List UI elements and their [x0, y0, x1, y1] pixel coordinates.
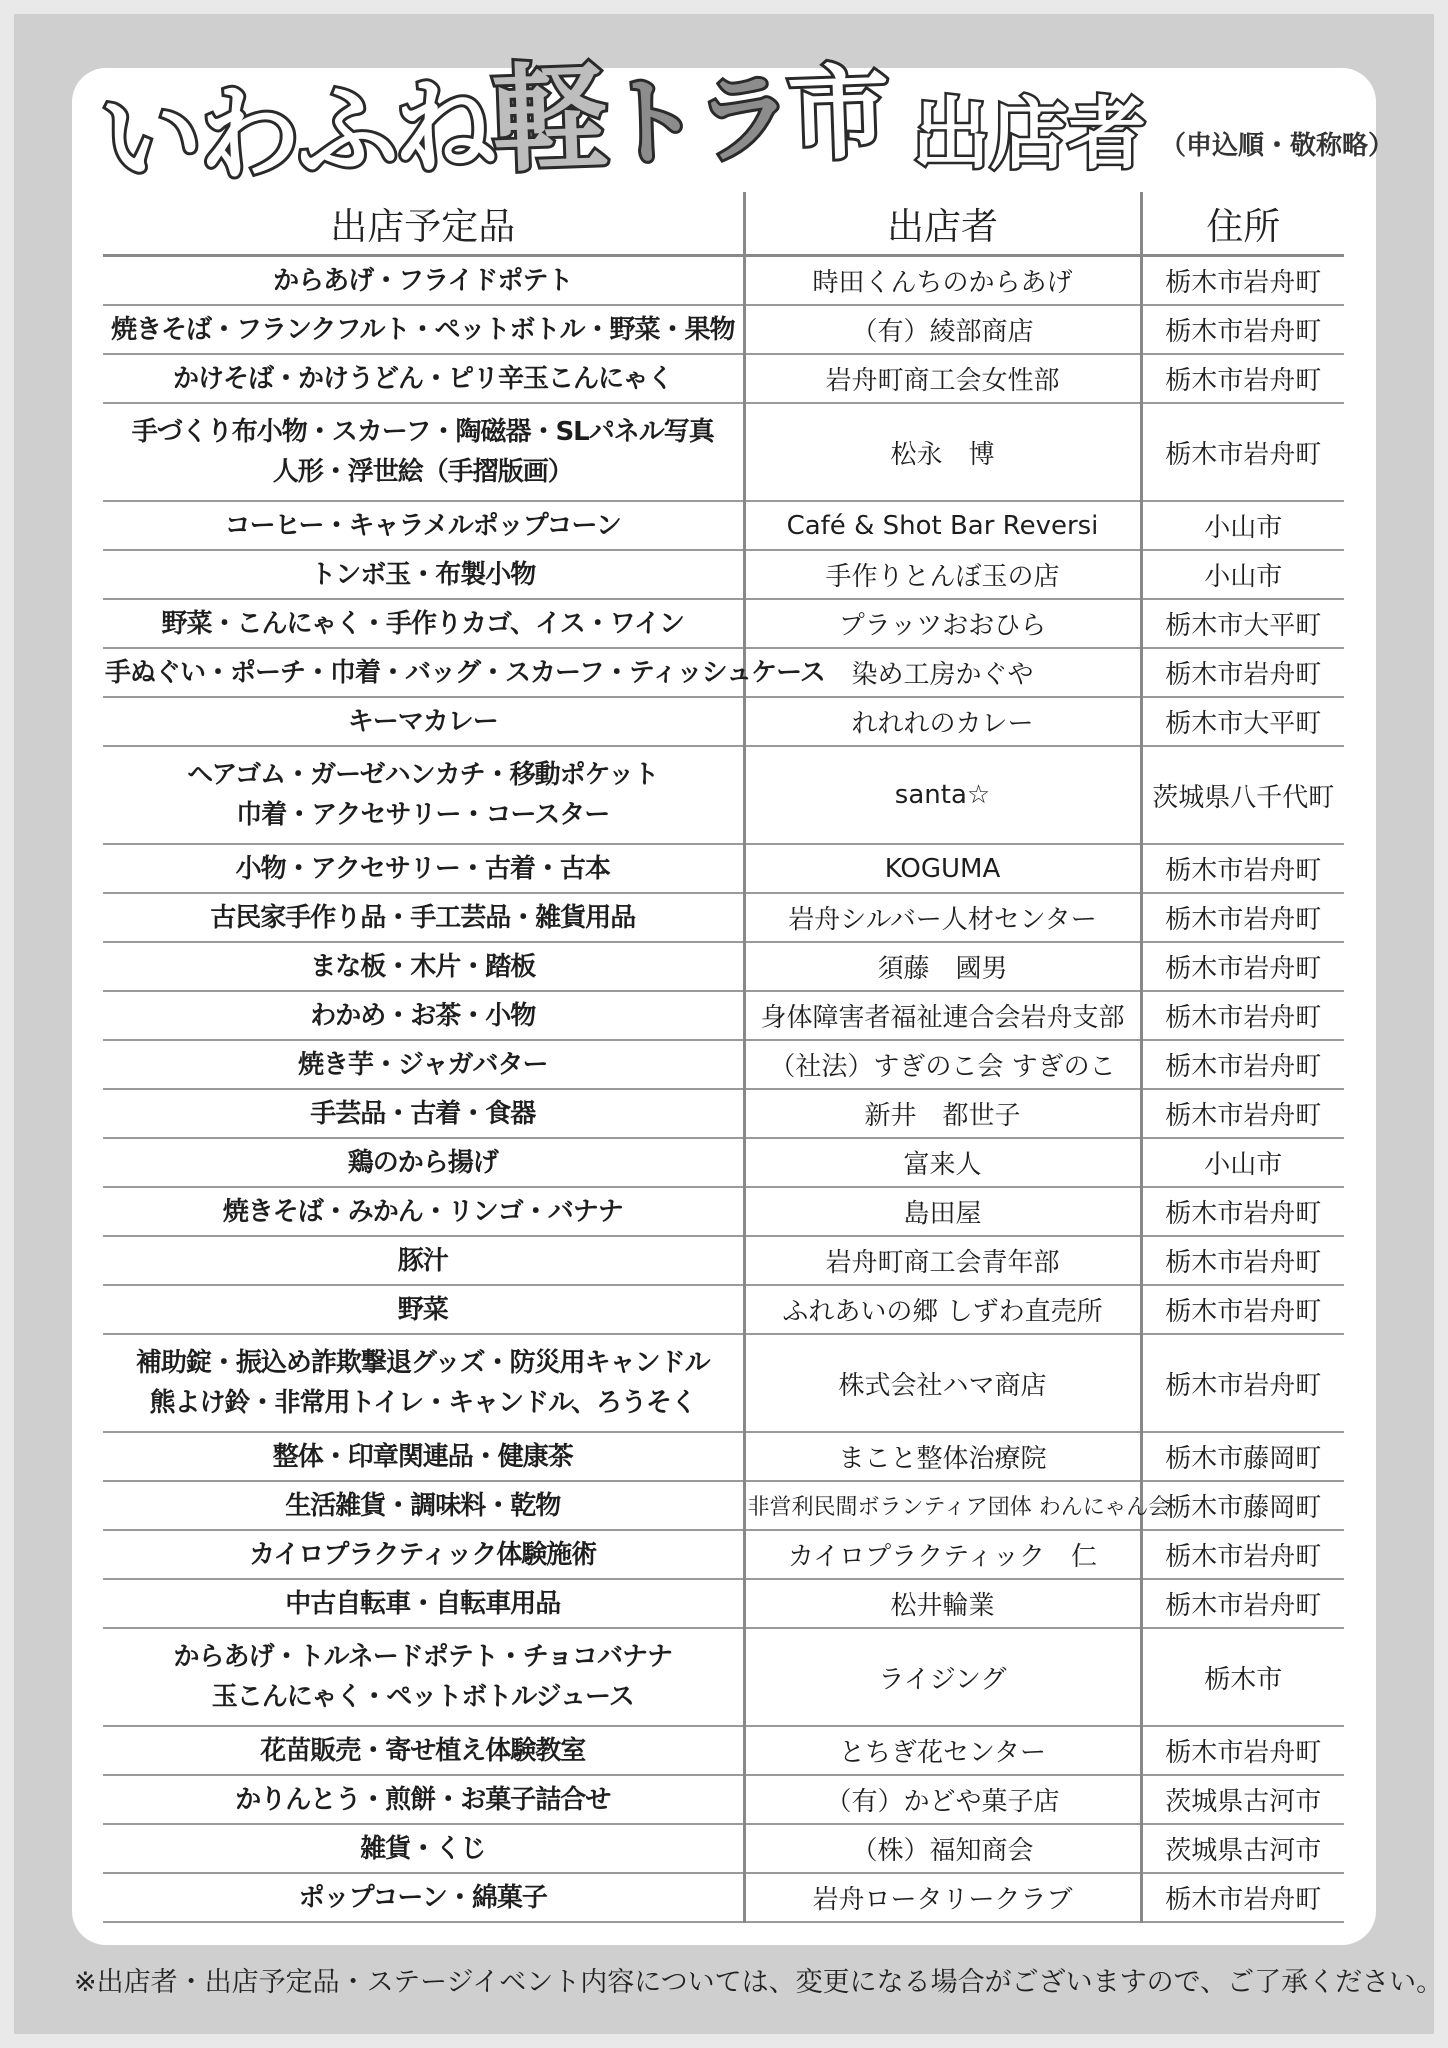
table-row: [103, 1138, 1344, 1187]
cell-goods: [103, 1187, 744, 1236]
table-row: [103, 942, 1344, 991]
cell-address: 栃木市岩舟町: [1141, 844, 1344, 893]
goods-line-1: からあげ・トルネードポテト・チョコバナナ: [173, 1642, 672, 1672]
table-row: [103, 1726, 1344, 1775]
goods-line-1: コーヒー・キャラメルポップコーン: [224, 510, 621, 541]
cell-goods: [103, 550, 744, 599]
table-row: [103, 648, 1344, 697]
cell-address: 小山市: [1141, 1138, 1344, 1187]
goods-line-1: カイロプラクティック体験施術: [249, 1539, 597, 1570]
cell-vendor: ふれあいの郷 しずわ直売所: [744, 1285, 1141, 1334]
cell-address: 茨城県古河市: [1141, 1775, 1344, 1824]
cell-address: 茨城県古河市: [1141, 1824, 1344, 1873]
cell-vendor: 富来人: [744, 1138, 1141, 1187]
goods-line-2: 熊よけ鈴・非常用トイレ・キャンドル、ろうそく: [149, 1388, 697, 1418]
cell-vendor: 非営利民間ボランティア団体 わんにゃん会: [744, 1481, 1141, 1530]
goods-line-1: ポップコーン・綿菓子: [298, 1882, 547, 1913]
title-note: （申込順・敬称略）: [1160, 131, 1395, 161]
cell-goods: [103, 1334, 744, 1432]
goods-line-1: 野菜: [397, 1294, 448, 1325]
cell-address: 栃木市岩舟町: [1141, 1187, 1344, 1236]
header-address: 住所: [1141, 192, 1344, 256]
cell-vendor: 時田くんちのからあげ: [744, 256, 1141, 306]
cell-address: 栃木市大平町: [1141, 599, 1344, 648]
cell-goods: [103, 1530, 744, 1579]
cell-address: 栃木市岩舟町: [1141, 305, 1344, 354]
header-goods: 出店予定品: [103, 192, 744, 256]
cell-vendor: santa☆: [744, 746, 1141, 844]
cell-goods: [103, 1775, 744, 1824]
goods-line-1: 焼き芋・ジャガバター: [298, 1049, 548, 1080]
goods-line-1: まな板・木片・踏板: [310, 951, 536, 982]
cell-goods: [103, 648, 825, 697]
goods-line-1: 雑貨・くじ: [360, 1833, 486, 1864]
table-row: [103, 1824, 1344, 1873]
goods-line-1: 鶏のから揚げ: [347, 1147, 498, 1178]
cell-goods: [103, 1138, 744, 1187]
table-row: [103, 1236, 1344, 1285]
goods-line-1: 中古自転車・自転車用品: [285, 1588, 561, 1619]
cell-vendor: ライジング: [744, 1628, 1141, 1726]
cell-address: 小山市: [1141, 501, 1344, 550]
goods-line-1: かりんとう・煎餅・お菓子詰合せ: [235, 1784, 611, 1815]
cell-address: 栃木市岩舟町: [1141, 1089, 1344, 1138]
goods-line-1: 生活雑貨・調味料・乾物: [285, 1490, 561, 1521]
goods-line-1: 手ぬぐい・ポーチ・巾着・バッグ・スカーフ・ティッシュケース: [105, 657, 825, 688]
event-name-part-3: トラ: [602, 61, 790, 181]
table-row: [103, 844, 1344, 893]
cell-goods: [103, 1040, 744, 1089]
cell-vendor: 松井輪業: [744, 1579, 1141, 1628]
goods-line-1: 補助錠・振込め詐欺撃退グッズ・防災用キャンドル: [135, 1348, 710, 1378]
table-row: [103, 354, 1344, 403]
cell-address: 栃木市岩舟町: [1141, 1040, 1344, 1089]
table-row: [103, 893, 1344, 942]
goods-line-1: 手芸品・古着・食器: [310, 1098, 536, 1129]
cell-vendor: 岩舟町商工会青年部: [744, 1236, 1141, 1285]
cell-address: 栃木市岩舟町: [1141, 1334, 1344, 1432]
table-row: [103, 501, 1344, 550]
table-row: [103, 256, 1344, 306]
cell-goods: [103, 942, 744, 991]
cell-vendor: 須藤 國男: [744, 942, 1141, 991]
cell-vendor: とちぎ花センター: [744, 1726, 1141, 1775]
cell-address: 栃木市岩舟町: [1141, 354, 1344, 403]
cell-vendor: 身体障害者福祉連合会岩舟支部: [744, 991, 1141, 1040]
cell-address: 栃木市岩舟町: [1141, 648, 1344, 697]
cell-goods: [103, 991, 744, 1040]
cell-goods: [103, 1726, 744, 1775]
cell-vendor: （有）綾部商店: [744, 305, 1141, 354]
table-row: [103, 1873, 1344, 1922]
goods-line-1: 野菜・こんにゃく・手作りカゴ、イス・ワイン: [161, 608, 684, 639]
header-vendor: 出店者: [744, 192, 1141, 256]
title-subtitle: 出店者: [912, 90, 1147, 180]
cell-goods: [103, 1432, 744, 1481]
cell-vendor: 手作りとんぼ玉の店: [744, 550, 1141, 599]
cell-goods: [103, 1824, 744, 1873]
table-row: [103, 697, 1344, 746]
cell-vendor: KOGUMA: [744, 844, 1141, 893]
cell-address: 栃木市大平町: [1141, 697, 1344, 746]
cell-address: 栃木市岩舟町: [1141, 1530, 1344, 1579]
cell-vendor: 染め工房かぐや: [744, 648, 1141, 697]
cell-vendor: 岩舟シルバー人材センター: [744, 893, 1141, 942]
cell-goods: [103, 697, 744, 746]
flyer-title: [98, 40, 1395, 200]
cell-address: 栃木市藤岡町: [1141, 1432, 1344, 1481]
event-name-part-1: いわふね: [98, 67, 495, 200]
cell-goods: [103, 1481, 744, 1530]
cell-vendor: （株）福知商会: [744, 1824, 1141, 1873]
cell-goods: [103, 1236, 744, 1285]
cell-vendor: Café & Shot Bar Reversi: [744, 501, 1141, 550]
cell-address: 栃木市岩舟町: [1141, 893, 1344, 942]
goods-line-1: 焼きそば・みかん・リンゴ・バナナ: [222, 1196, 623, 1227]
cell-goods: [103, 1579, 744, 1628]
goods-line-1: キーマカレー: [347, 706, 498, 737]
goods-line-1: 焼きそば・フランクフルト・ペットボトル・野菜・果物: [111, 314, 735, 345]
table-row: [103, 1089, 1344, 1138]
cell-vendor: 岩舟町商工会女性部: [744, 354, 1141, 403]
table-row: [103, 746, 1344, 844]
table-row: [103, 991, 1344, 1040]
cell-vendor: プラッツおおひら: [744, 599, 1141, 648]
cell-goods: [103, 403, 744, 501]
cell-goods: [103, 1089, 744, 1138]
cell-goods: [103, 893, 744, 942]
table-row: [103, 1530, 1344, 1579]
cell-vendor: 島田屋: [744, 1187, 1141, 1236]
cell-vendor: れれれのカレー: [744, 697, 1141, 746]
cell-vendor: カイロプラクティック 仁: [744, 1530, 1141, 1579]
cell-vendor: （有）かどや菓子店: [744, 1775, 1141, 1824]
cell-goods: [103, 354, 744, 403]
goods-line-1: 豚汁: [397, 1245, 448, 1276]
cell-address: 栃木市岩舟町: [1141, 991, 1344, 1040]
table-row: [103, 1187, 1344, 1236]
event-name-part-4: 市: [785, 53, 888, 176]
goods-line-1: 古民家手作り品・手工芸品・雑貨用品: [210, 902, 636, 933]
goods-line-1: 花苗販売・寄せ植え体験教室: [260, 1735, 586, 1766]
goods-line-1: わかめ・お茶・小物: [310, 1000, 536, 1031]
footer-note: ※出店者・出店予定品・ステージイベント内容については、変更になる場合がございますので、ご了承ください。: [74, 1967, 1444, 1998]
cell-vendor: まこと整体治療院: [744, 1432, 1141, 1481]
goods-line-1: 整体・印章関連品・健康茶: [272, 1441, 573, 1472]
table-row: [103, 1579, 1344, 1628]
cell-address: 栃木市岩舟町: [1141, 1236, 1344, 1285]
goods-line-1: ヘアゴム・ガーゼハンカチ・移動ポケット: [187, 760, 659, 790]
cell-goods: [103, 501, 744, 550]
table-row: [103, 1285, 1344, 1334]
cell-address: 栃木市岩舟町: [1141, 403, 1344, 501]
table-row: [103, 1432, 1344, 1481]
cell-address: 栃木市: [1141, 1628, 1344, 1726]
cell-vendor: 岩舟ロータリークラブ: [744, 1873, 1141, 1922]
goods-line-1: 小物・アクセサリー・古着・古本: [235, 853, 610, 884]
cell-goods: [103, 844, 744, 893]
cell-goods: [103, 256, 744, 306]
cell-address: 栃木市岩舟町: [1141, 1285, 1344, 1334]
goods-line-2: 巾着・アクセサリー・コースター: [236, 800, 610, 830]
table-row: [103, 1481, 1344, 1530]
table-row: [103, 305, 1344, 354]
cell-address: 栃木市岩舟町: [1141, 1726, 1344, 1775]
cell-address: 栃木市岩舟町: [1141, 1873, 1344, 1922]
event-name-part-2: 軽: [489, 50, 607, 189]
goods-line-2: 玉こんにゃく・ペットボトルジュース: [211, 1682, 634, 1712]
goods-line-1: かけそば・かけうどん・ピリ辛玉こんにゃく: [173, 363, 673, 394]
cell-vendor: 新井 都世子: [744, 1089, 1141, 1138]
cell-goods: [103, 599, 744, 648]
cell-address: 小山市: [1141, 550, 1344, 599]
goods-line-1: 手づくり布小物・スカーフ・陶磁器・SLパネル写真: [131, 417, 714, 447]
table-header-row: [103, 192, 1344, 256]
cell-vendor: 松永 博: [744, 403, 1141, 501]
table-row: [103, 1775, 1344, 1824]
goods-line-1: トンボ玉・布製小物: [310, 559, 536, 590]
cell-goods: [103, 1285, 744, 1334]
cell-goods: [103, 1628, 744, 1726]
cell-goods: [103, 1873, 744, 1922]
table-row: [103, 599, 1344, 648]
event-name: [98, 50, 888, 200]
cell-address: 栃木市岩舟町: [1141, 942, 1344, 991]
cell-vendor: 株式会社ハマ商店: [744, 1334, 1141, 1432]
cell-goods: [103, 305, 744, 354]
cell-address: 栃木市岩舟町: [1141, 1579, 1344, 1628]
table-row: [103, 1628, 1344, 1726]
cell-address: 栃木市岩舟町: [1141, 256, 1344, 306]
cell-address: 栃木市藤岡町: [1141, 1481, 1344, 1530]
table-row: [103, 403, 1344, 501]
goods-line-2: 人形・浮世絵（手摺版画）: [272, 457, 573, 487]
table-row: [103, 550, 1344, 599]
goods-line-1: からあげ・フライドポテト: [273, 265, 573, 296]
cell-vendor: （社法）すぎのこ会 すぎのこ: [744, 1040, 1141, 1089]
table-row: [103, 1334, 1344, 1432]
cell-address: 茨城県八千代町: [1141, 746, 1344, 844]
table-row: [103, 1040, 1344, 1089]
vendor-table: [103, 192, 1344, 1923]
cell-goods: [103, 746, 744, 844]
